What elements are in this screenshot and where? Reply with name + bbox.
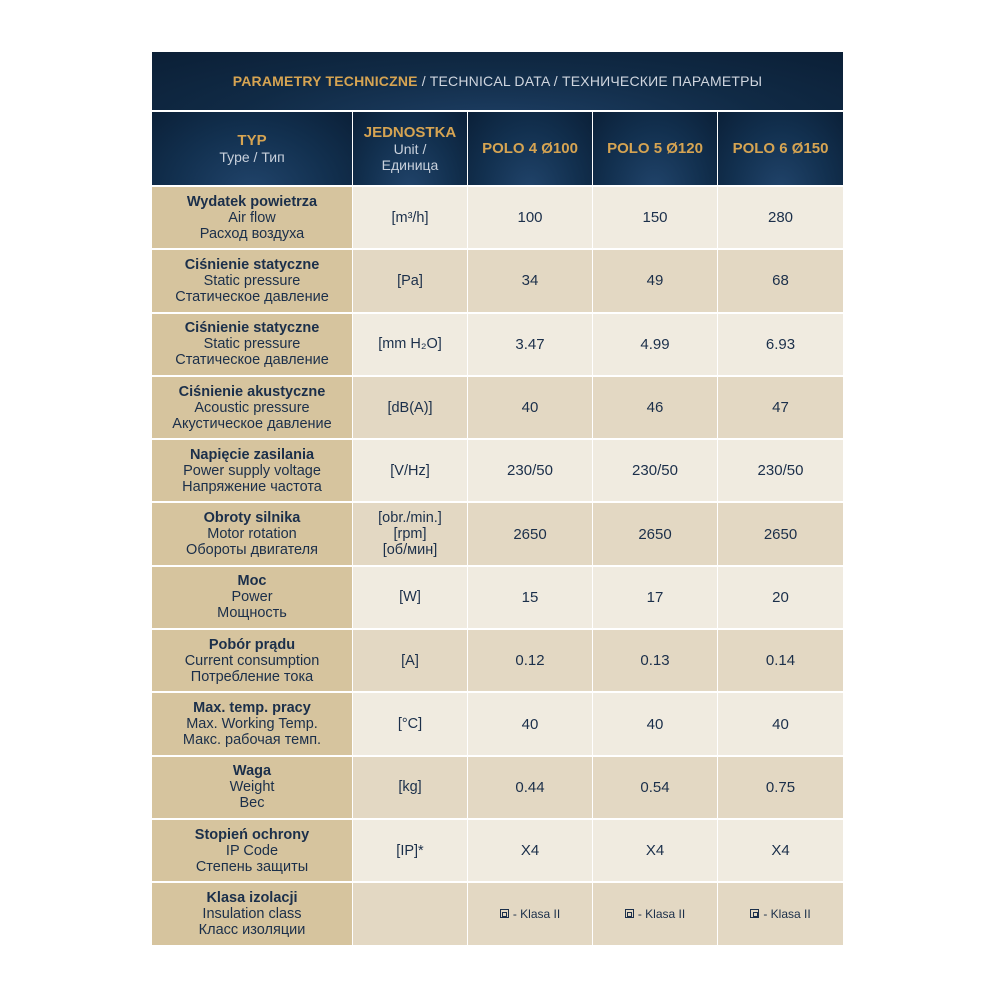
value-cell — [718, 883, 843, 946]
param-label — [152, 883, 353, 946]
value-cell: 230/50 — [718, 440, 843, 503]
header-unit-label: JEDNOSTKA — [363, 123, 457, 141]
insulation-class-label: - Klasa II — [512, 906, 561, 921]
param-label-pl: Moc — [237, 573, 267, 590]
value-cell: 47 — [718, 377, 843, 440]
value-cell: 40 — [468, 377, 593, 440]
value-cell — [593, 883, 718, 946]
value-cell: 2650 — [593, 503, 718, 566]
header-unit-sub2: Единица — [381, 156, 439, 173]
value-cell: 40 — [468, 693, 593, 756]
param-label-en: Power — [231, 589, 273, 606]
unit-cell: [Pa] — [353, 250, 468, 313]
unit-cell: [kg] — [353, 757, 468, 820]
value-cell — [468, 883, 593, 946]
param-label-pl: Ciśnienie akustyczne — [178, 383, 326, 400]
technical-data-table — [152, 52, 843, 947]
unit-cell: [V/Hz] — [353, 440, 468, 503]
value-cell: 6.93 — [718, 314, 843, 377]
double-square-icon — [500, 909, 509, 918]
param-label-ru: Мощность — [217, 605, 287, 622]
param-label-pl: Stopień ochrony — [194, 826, 310, 843]
value-cell: 15 — [468, 567, 593, 630]
table-title — [152, 52, 843, 112]
param-label — [152, 503, 353, 566]
param-label — [152, 440, 353, 503]
param-label-en: Static pressure — [203, 272, 301, 289]
param-label-en: Motor rotation — [207, 526, 297, 543]
header-type-label: TYP — [237, 131, 267, 149]
unit-cell: [A] — [353, 630, 468, 693]
value-cell: 2650 — [468, 503, 593, 566]
param-label-pl: Max. temp. pracy — [193, 700, 311, 717]
header-model-1: POLO 4 Ø100 — [468, 112, 593, 187]
param-label-en: Max. Working Temp. — [186, 716, 318, 733]
double-square-icon — [750, 909, 759, 918]
param-label-pl: Ciśnienie statyczne — [184, 320, 320, 337]
param-label-ru: Макс. рабочая темп. — [182, 732, 322, 749]
param-label-ru: Статическое давление — [175, 352, 329, 369]
param-label — [152, 567, 353, 630]
insulation-class-label: - Klasa II — [763, 906, 811, 921]
insulation-class — [750, 907, 810, 921]
param-label — [152, 757, 353, 820]
param-label — [152, 187, 353, 250]
value-cell: 0.14 — [718, 630, 843, 693]
param-label — [152, 820, 353, 883]
param-label — [152, 693, 353, 756]
value-cell: X4 — [468, 820, 593, 883]
value-cell: 0.12 — [468, 630, 593, 693]
value-cell: 40 — [593, 693, 718, 756]
param-label-ru: Потребление тока — [190, 668, 314, 685]
value-cell: X4 — [593, 820, 718, 883]
header-type — [152, 112, 353, 187]
unit-cell: [°C] — [353, 693, 468, 756]
value-cell: 4.99 — [593, 314, 718, 377]
title-translations: / TECHNICAL DATA / ТЕХНИЧЕСКИЕ ПАРАМЕТРЫ — [417, 73, 763, 89]
value-cell: 0.54 — [593, 757, 718, 820]
header-model-2: POLO 5 Ø120 — [593, 112, 718, 187]
unit-cell: [IP]* — [353, 820, 468, 883]
param-label-pl: Pobór prądu — [208, 636, 296, 653]
value-cell: 40 — [718, 693, 843, 756]
double-square-icon — [625, 909, 634, 918]
param-label — [152, 377, 353, 440]
header-model-3: POLO 6 Ø150 — [718, 112, 843, 187]
param-label-en: Insulation class — [202, 905, 302, 922]
unit-cell: [dB(A)] — [353, 377, 468, 440]
value-cell: 2650 — [718, 503, 843, 566]
unit-cell: [W] — [353, 567, 468, 630]
param-label-ru: Вес — [239, 795, 265, 812]
param-label-ru: Расход воздуха — [199, 225, 305, 242]
value-cell: 34 — [468, 250, 593, 313]
value-cell: 230/50 — [593, 440, 718, 503]
value-cell: 49 — [593, 250, 718, 313]
param-label — [152, 314, 353, 377]
title-polish: PARAMETRY TECHNICZNE — [232, 73, 418, 89]
param-label-en: Power supply voltage — [183, 462, 321, 479]
value-cell: 280 — [718, 187, 843, 250]
param-label-en: Air flow — [228, 209, 276, 226]
param-label-pl: Napięcie zasilania — [189, 446, 315, 463]
param-label-en: Current consumption — [184, 652, 320, 669]
header-unit-sub1: Unit / — [393, 140, 427, 157]
value-cell: 0.44 — [468, 757, 593, 820]
param-label — [152, 630, 353, 693]
param-label-pl: Obroty silnika — [203, 510, 301, 527]
unit-cell — [353, 883, 468, 946]
value-cell: 20 — [718, 567, 843, 630]
unit-cell: [m³/h] — [353, 187, 468, 250]
header-unit — [353, 112, 468, 187]
param-label-ru: Акустическое давление — [172, 415, 332, 432]
value-cell: 100 — [468, 187, 593, 250]
insulation-class — [625, 907, 685, 921]
value-cell: 46 — [593, 377, 718, 440]
param-label-ru: Класс изоляции — [198, 921, 306, 938]
param-label-en: IP Code — [225, 842, 279, 859]
table-grid — [152, 112, 843, 947]
param-label-en: Static pressure — [203, 336, 301, 353]
insulation-class — [500, 907, 560, 921]
value-cell: 3.47 — [468, 314, 593, 377]
unit-cell: [mm H₂O] — [353, 314, 468, 377]
param-label-ru: Напряжение частота — [182, 478, 322, 495]
param-label-en: Weight — [229, 779, 275, 796]
value-cell: 17 — [593, 567, 718, 630]
param-label-pl: Klasa izolacji — [206, 889, 298, 906]
param-label-en: Acoustic pressure — [194, 399, 310, 416]
param-label-ru: Обороты двигателя — [186, 542, 318, 559]
value-cell: X4 — [718, 820, 843, 883]
param-label-ru: Статическое давление — [175, 288, 329, 305]
param-label-ru: Степень защиты — [195, 858, 309, 875]
param-label-pl: Ciśnienie statyczne — [184, 256, 320, 273]
insulation-class-label: - Klasa II — [637, 906, 686, 921]
param-label-pl: Waga — [232, 763, 272, 780]
value-cell: 68 — [718, 250, 843, 313]
param-label-pl: Wydatek powietrza — [186, 193, 318, 210]
value-cell: 230/50 — [468, 440, 593, 503]
value-cell: 150 — [593, 187, 718, 250]
value-cell: 0.13 — [593, 630, 718, 693]
param-label — [152, 250, 353, 313]
value-cell: 0.75 — [718, 757, 843, 820]
header-type-sub: Type / Тип — [219, 148, 285, 165]
unit-cell: [obr./min.] [rpm] [об/мин] — [353, 503, 468, 566]
